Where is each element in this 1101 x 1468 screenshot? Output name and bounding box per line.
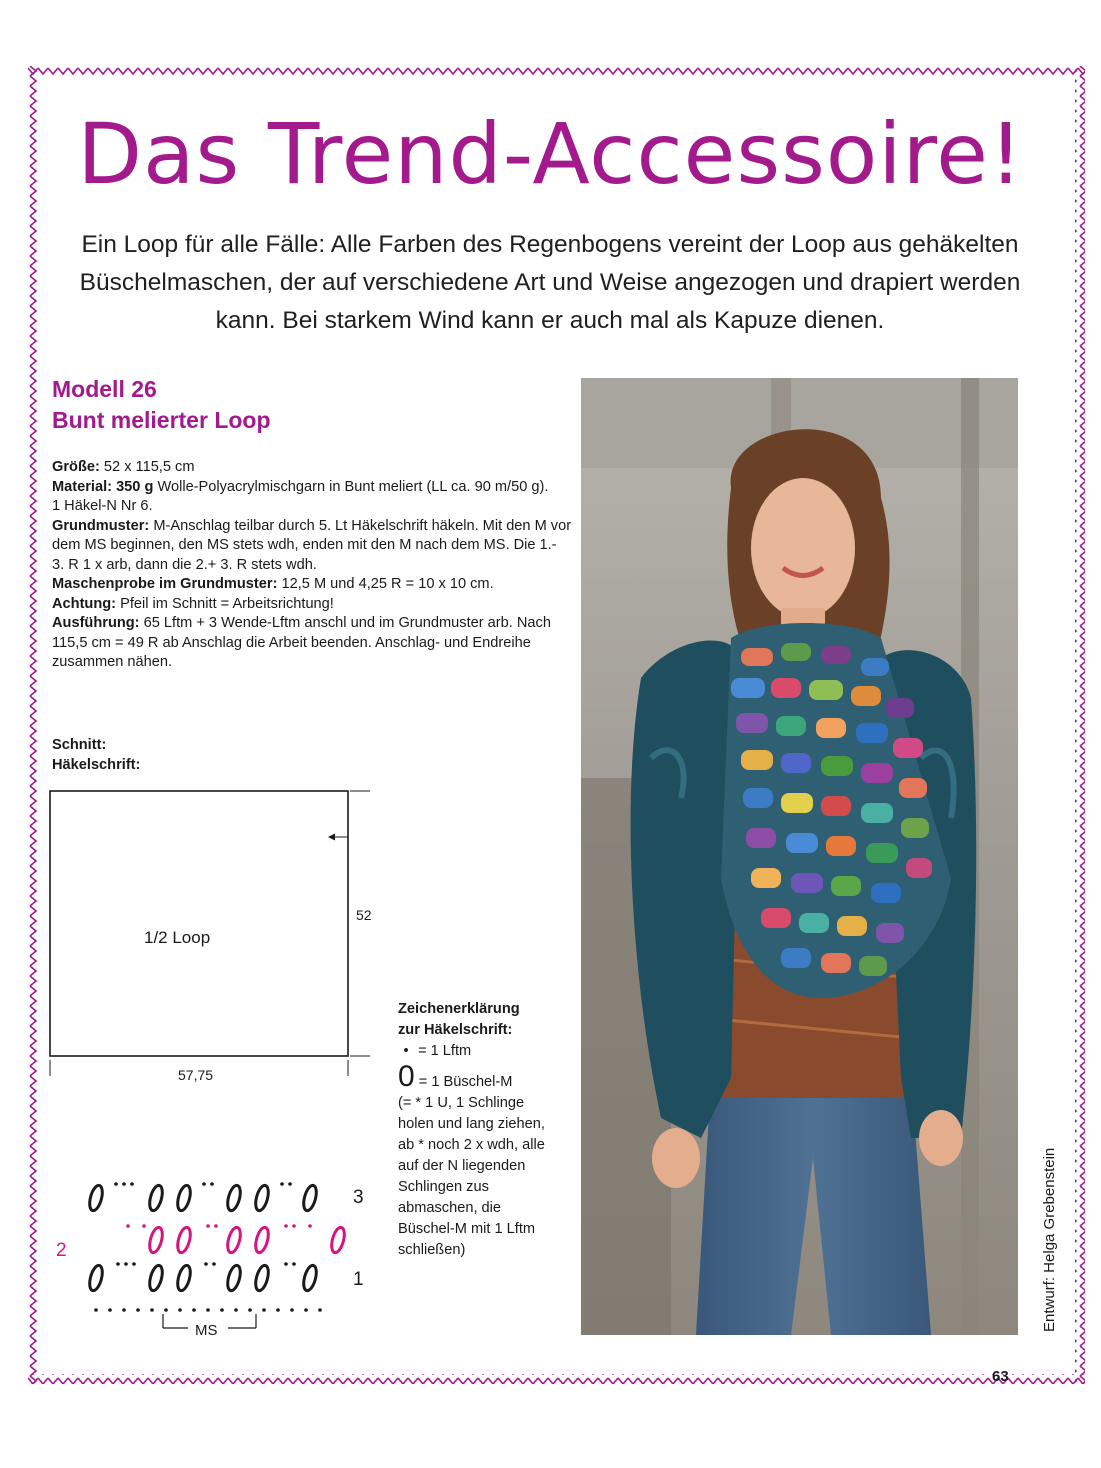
chain-stitch-dot — [122, 1308, 126, 1312]
row-2-cluster-stitch — [329, 1226, 346, 1254]
chain-stitch-dot — [202, 1182, 206, 1186]
row-3-cluster-stitch — [147, 1184, 164, 1212]
chain-stitch-dot — [126, 1224, 130, 1228]
row-2-cluster-stitch — [225, 1226, 242, 1254]
chain-stitch-dot — [308, 1224, 312, 1228]
model-photo — [581, 378, 1018, 1335]
chain-stitch-dot — [178, 1308, 182, 1312]
chain-stitch-dot — [150, 1308, 154, 1312]
chain-stitch-dot — [124, 1262, 128, 1266]
schematic-diagram — [48, 785, 388, 1090]
cluster-stitch-explanation: (= * 1 U, 1 Schlinge holen und lang ziehen, ab * noch 2 x wdh, alle auf der N liegenden Schlingen zus abmaschen, die Büschel-M mit 1 Lftm schließen) — [398, 1095, 545, 1258]
schematic-piece — [50, 791, 348, 1056]
schematic-width-label: 57,75 — [178, 1067, 214, 1083]
row-3-cluster-stitch — [301, 1184, 318, 1212]
spec-gauge: Maschenprobe im Grundmuster: 12,5 M und 4,25 R = 10 x 10 cm. — [52, 576, 494, 592]
chain-stitch-dot — [136, 1308, 140, 1312]
chain-stitch-dot — [206, 1308, 210, 1312]
chain-stitch-dot — [288, 1182, 292, 1186]
row-1-cluster-stitch — [175, 1264, 192, 1292]
chain-stitch-dot — [192, 1308, 196, 1312]
chain-stitch-dot — [206, 1224, 210, 1228]
chain-stitch-dot — [248, 1308, 252, 1312]
chain-stitch-dot — [234, 1308, 238, 1312]
chain-stitch-dot — [292, 1224, 296, 1228]
chain-stitch-dot — [94, 1308, 98, 1312]
page-number: 63 — [992, 1368, 1009, 1385]
row-1-cluster-stitch — [147, 1264, 164, 1292]
chain-stitch-dot — [142, 1224, 146, 1228]
spec-material: Material: 350 g Wolle-Polyacrylmischgarn in Bunt meliert (LL ca. 90 m/50 g). — [52, 478, 549, 495]
model-number: Modell 26 — [52, 376, 157, 402]
row-label-3: 3 — [353, 1187, 364, 1208]
row-label-2: 2 — [56, 1240, 67, 1261]
chain-stitch-dot — [204, 1262, 208, 1266]
model-heading — [52, 374, 271, 436]
row-1-cluster-stitch — [301, 1264, 318, 1292]
row-1-cluster-stitch — [87, 1264, 104, 1292]
repeat-label: MS — [195, 1322, 218, 1339]
legend-cluster-row — [398, 1062, 588, 1093]
chain-stitch-dot — [114, 1182, 118, 1186]
chain-stitch-dot — [276, 1308, 280, 1312]
chain-stitch-dot — [164, 1308, 168, 1312]
row-label-1: 1 — [353, 1269, 364, 1290]
row-2-cluster-stitch — [175, 1226, 192, 1254]
chain-stitch-symbol: • — [403, 1043, 409, 1059]
chain-stitch-dot — [220, 1308, 224, 1312]
chain-stitch-dot — [304, 1308, 308, 1312]
chain-stitch-dot — [318, 1308, 322, 1312]
schematic-piece-label: 1/2 Loop — [144, 928, 211, 947]
stitch-chart — [48, 1170, 388, 1355]
page-title: Das Trend-Accessoire! — [77, 105, 1024, 203]
spec-hook: 1 Häkel-N Nr 6. — [52, 498, 153, 514]
spec-attention: Achtung: Pfeil im Schnitt = Arbeitsrichtung! — [52, 595, 334, 612]
chain-stitch-dot — [284, 1224, 288, 1228]
legend-chain-row — [398, 1041, 588, 1062]
pattern-instructions — [52, 458, 572, 673]
row-2-cluster-stitch — [253, 1226, 270, 1254]
chain-stitch-dot — [262, 1308, 266, 1312]
chain-stitch-dot — [212, 1262, 216, 1266]
chain-stitch-meaning: = 1 Lftm — [418, 1043, 472, 1059]
chain-stitch-dot — [130, 1182, 134, 1186]
chain-stitch-dot — [214, 1224, 218, 1228]
legend-title-1: Zeichenerklärung — [398, 1001, 520, 1017]
chain-stitch-dot — [210, 1182, 214, 1186]
row-2-cluster-stitch — [147, 1226, 164, 1254]
chain-stitch-dot — [290, 1308, 294, 1312]
row-3-cluster-stitch — [225, 1184, 242, 1212]
chain-stitch-dot — [116, 1262, 120, 1266]
schnitt-label: Schnitt: — [52, 737, 107, 753]
intro-text: Ein Loop für alle Fälle: Alle Farben des Regenbogens vereint der Loop aus gehäkelten Büschelmaschen, der auf verschiedene Art und Weise angezogen und drapiert werden kann. Bei starkem Wind kann er auch mal als Kapuze dienen. — [79, 231, 1021, 334]
chain-stitch-dot — [108, 1308, 112, 1312]
cluster-stitch-symbol: 0 — [398, 1060, 415, 1093]
cluster-stitch-meaning: = 1 Büschel-M — [418, 1074, 513, 1090]
row-1-cluster-stitch — [225, 1264, 242, 1292]
chart-legend — [398, 999, 588, 1261]
chain-stitch-dot — [284, 1262, 288, 1266]
chain-stitch-dot — [292, 1262, 296, 1266]
chain-stitch-dot — [280, 1182, 284, 1186]
spec-size: Größe: 52 x 115,5 cm — [52, 459, 195, 475]
haekelschrift-label: Häkelschrift: — [52, 756, 141, 773]
spec-pattern: Grundmuster: M-Anschlag teilbar durch 5. Lt Häkelschrift häkeln. Mit den M vor dem MS beginnen, den MS stets wdh, enden mit den M nach dem MS. Die 1.- 3. R 1 x arb, dann die 2.+ 3. R stets wdh. — [52, 517, 572, 573]
row-3-cluster-stitch — [87, 1184, 104, 1212]
photo-credit: Entwurf: Helga Grebenstein — [1041, 1147, 1058, 1332]
row-3-cluster-stitch — [253, 1184, 270, 1212]
schematic-height-label: 52 — [356, 907, 372, 923]
chain-stitch-dot — [122, 1182, 126, 1186]
legend-title-2: zur Häkelschrift: — [398, 1022, 513, 1038]
chain-stitch-dot — [132, 1262, 136, 1266]
row-1-cluster-stitch — [253, 1264, 270, 1292]
work-direction-arrow-head — [328, 834, 335, 841]
face — [751, 478, 855, 618]
diagram-labels — [52, 736, 140, 775]
row-3-cluster-stitch — [175, 1184, 192, 1212]
model-name: Bunt melierter Loop — [52, 407, 271, 433]
spec-execution: Ausführung: 65 Lftm + 3 Wende-Lftm anschl und im Grundmuster arb. Nach 115,5 cm = 49 R ab Anschlag die Arbeit beenden. Anschlag- und Endreihe zusammen nähen. — [52, 615, 551, 670]
